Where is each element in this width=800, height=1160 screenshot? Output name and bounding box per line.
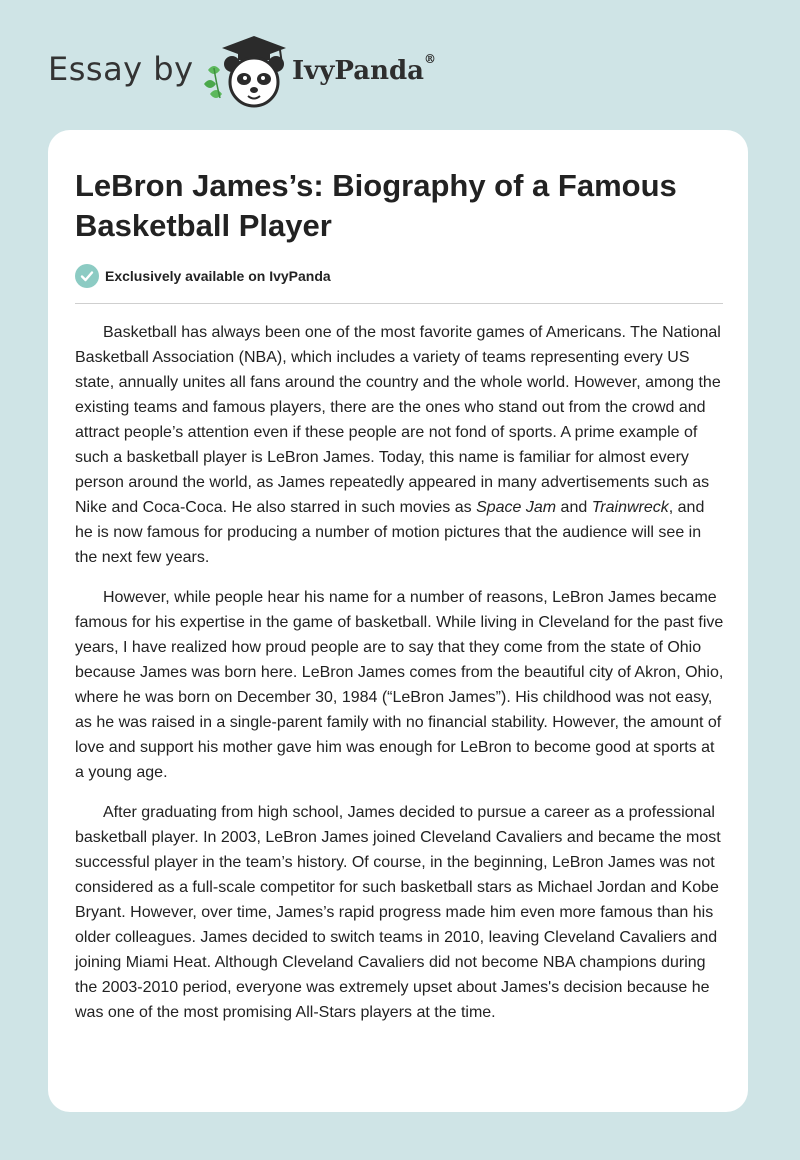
brand-name[interactable]: IvyPanda® — [292, 52, 437, 86]
exclusive-label: Exclusively available on IvyPanda — [105, 268, 331, 284]
essay-card — [48, 130, 748, 1112]
registered-mark: ® — [424, 52, 437, 66]
paragraph: After graduating from high school, James decided to pursue a career as a professional basketball player. In 2003, LeBron James joined Cleveland Cavaliers and became the most successful player in the team’s history. Of course, in the beginning, LeBron James was not considered as a full-scale competitor for such basketball stars as Michael Jordan and Kobe Bryant. However, over time, James’s rapid progress made him even more famous than his older colleagues. James decided to switch teams in 2010, leaving Cleveland Cavaliers and joining Miami Heat. Although Cleveland Cavaliers did not become NBA champions during the 2003-2010 period, everyone was extremely upset about James's decision because he was one of the most promising All-Stars players at the time. — [75, 804, 721, 1021]
essay-body — [75, 320, 725, 1040]
page-title: LeBron James’s: Biography of a Famous Basketball Player — [75, 168, 677, 243]
ivy-leaf-icon — [204, 66, 222, 98]
essay-by-label: Essay by — [48, 50, 194, 88]
paragraph: Basketball has always been one of the most favorite games of Americans. The National Basketball Association (NBA), which includes a variety of teams representing every US state, annually unites all fans around the country and the whole world. However, among the existing teams and famous players, there are the ones who stand out from the crowd and attract people’s attention even if these people are not fond of sports. A prime example of such a basketball player is LeBron James. Today, this name is familiar for almost every person around the world, as James repeatedly appeared in many advertisements such as Nike and Coca-Coca. He also starred in such movies as Space Jam and Trainwreck, and he is now famous for producing a number of motion pictures that the audience will see in the next few years. — [75, 324, 721, 566]
divider — [75, 303, 723, 304]
site-header — [0, 0, 800, 130]
checkmark-icon — [75, 264, 99, 288]
exclusive-badge — [75, 264, 331, 288]
paragraph: However, while people hear his name for a number of reasons, LeBron James became famous for his expertise in the game of basketball. While living in Cleveland for the past five years, I have realized how proud people are to say that they come from the state of Ohio because James was born here. LeBron James comes from the beautiful city of Akron, Ohio, where he was born on December 30, 1984 (“LeBron James”). His childhood was not easy, as he was raised in a single-parent family with no financial stability. However, the amount of love and support his mother gave him was enough for LeBron to become good at sports at a young age. — [75, 589, 724, 781]
panda-logo-icon[interactable] — [200, 34, 290, 113]
movie-title: Trainwreck — [591, 499, 669, 516]
movie-title: Space Jam — [476, 499, 557, 516]
